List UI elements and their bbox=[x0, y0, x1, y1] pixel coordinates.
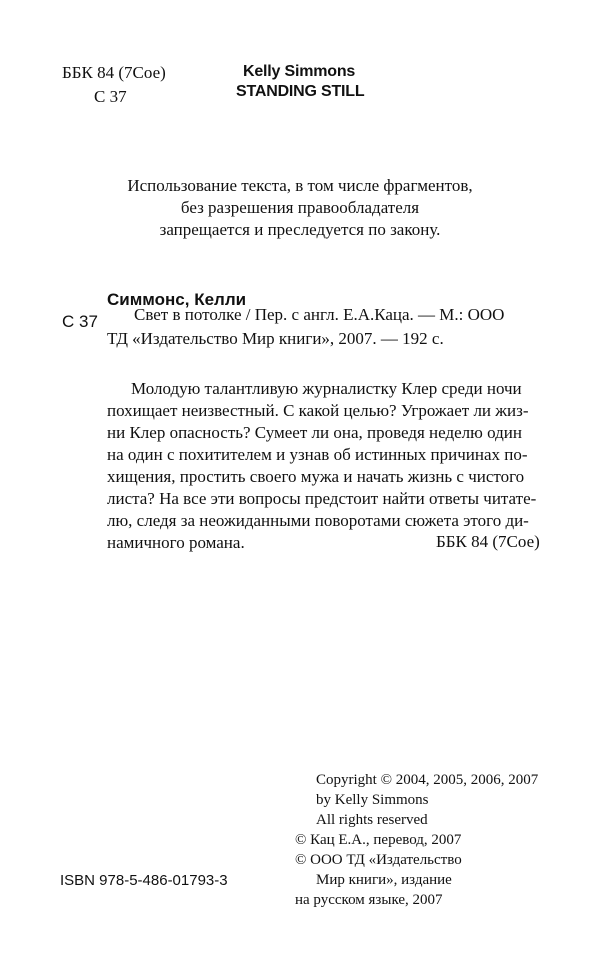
copyright-line: Мир книги», издание bbox=[316, 872, 452, 888]
bibliographic-description-line-2: ТД «Издательство Мир книги», 2007. — 192 с. bbox=[107, 329, 444, 348]
bibliographic-call-number: С 37 bbox=[62, 312, 98, 331]
bbk-code-footer: ББК 84 (7Сое) bbox=[436, 532, 540, 551]
copyright-line: © ООО ТД «Издательство bbox=[295, 852, 462, 868]
annotation-line: намичного романа. bbox=[107, 533, 245, 552]
call-number-header: С 37 bbox=[94, 87, 127, 106]
original-title: STANDING STILL bbox=[236, 83, 365, 100]
copyright-line: by Kelly Simmons bbox=[316, 792, 429, 808]
copyright-line: Copyright © 2004, 2005, 2006, 2007 bbox=[316, 772, 539, 788]
annotation-line: лю, следя за неожиданными поворотами сюжета этого ди- bbox=[107, 511, 529, 530]
annotation-line: на один с похитителем и узнав об истинных причинах по- bbox=[107, 445, 528, 464]
copyright-notice bbox=[60, 175, 540, 241]
isbn: ISBN 978-5-486-01793-3 bbox=[60, 872, 228, 889]
copyright-block bbox=[295, 770, 538, 910]
copyright-line: © Кац Е.А., перевод, 2007 bbox=[295, 832, 462, 848]
copyright-line: на русском языке, 2007 bbox=[295, 892, 443, 908]
bibliographic-description-line-1: Свет в потолке / Пер. с англ. Е.А.Каца. — М.: ООО bbox=[134, 305, 505, 324]
original-author: Kelly Simmons bbox=[243, 63, 356, 80]
book-annotation bbox=[107, 378, 543, 554]
annotation-line: ни Клер опасность? Сумеет ли она, проведя неделю один bbox=[107, 423, 522, 442]
bibliographic-author: Симмонс, Келли bbox=[107, 290, 247, 309]
annotation-line: листа? На все эти вопросы предстоит найти ответы читате- bbox=[107, 489, 537, 508]
annotation-line: Молодую талантливую журналистку Клер среди ночи bbox=[131, 379, 522, 398]
annotation-line: хищения, простить своего мужа и начать жизнь с чистого bbox=[107, 467, 525, 486]
notice-line: без разрешения правообладателя bbox=[180, 198, 420, 217]
notice-line: Использование текста, в том числе фрагментов, bbox=[127, 176, 473, 195]
copyright-line: All rights reserved bbox=[316, 812, 428, 828]
notice-line: запрещается и преследуется по закону. bbox=[159, 220, 441, 239]
annotation-line: похищает неизвестный. С какой целью? Угрожает ли жиз- bbox=[107, 401, 529, 420]
bbk-code-header: ББК 84 (7Сое) bbox=[62, 63, 166, 82]
